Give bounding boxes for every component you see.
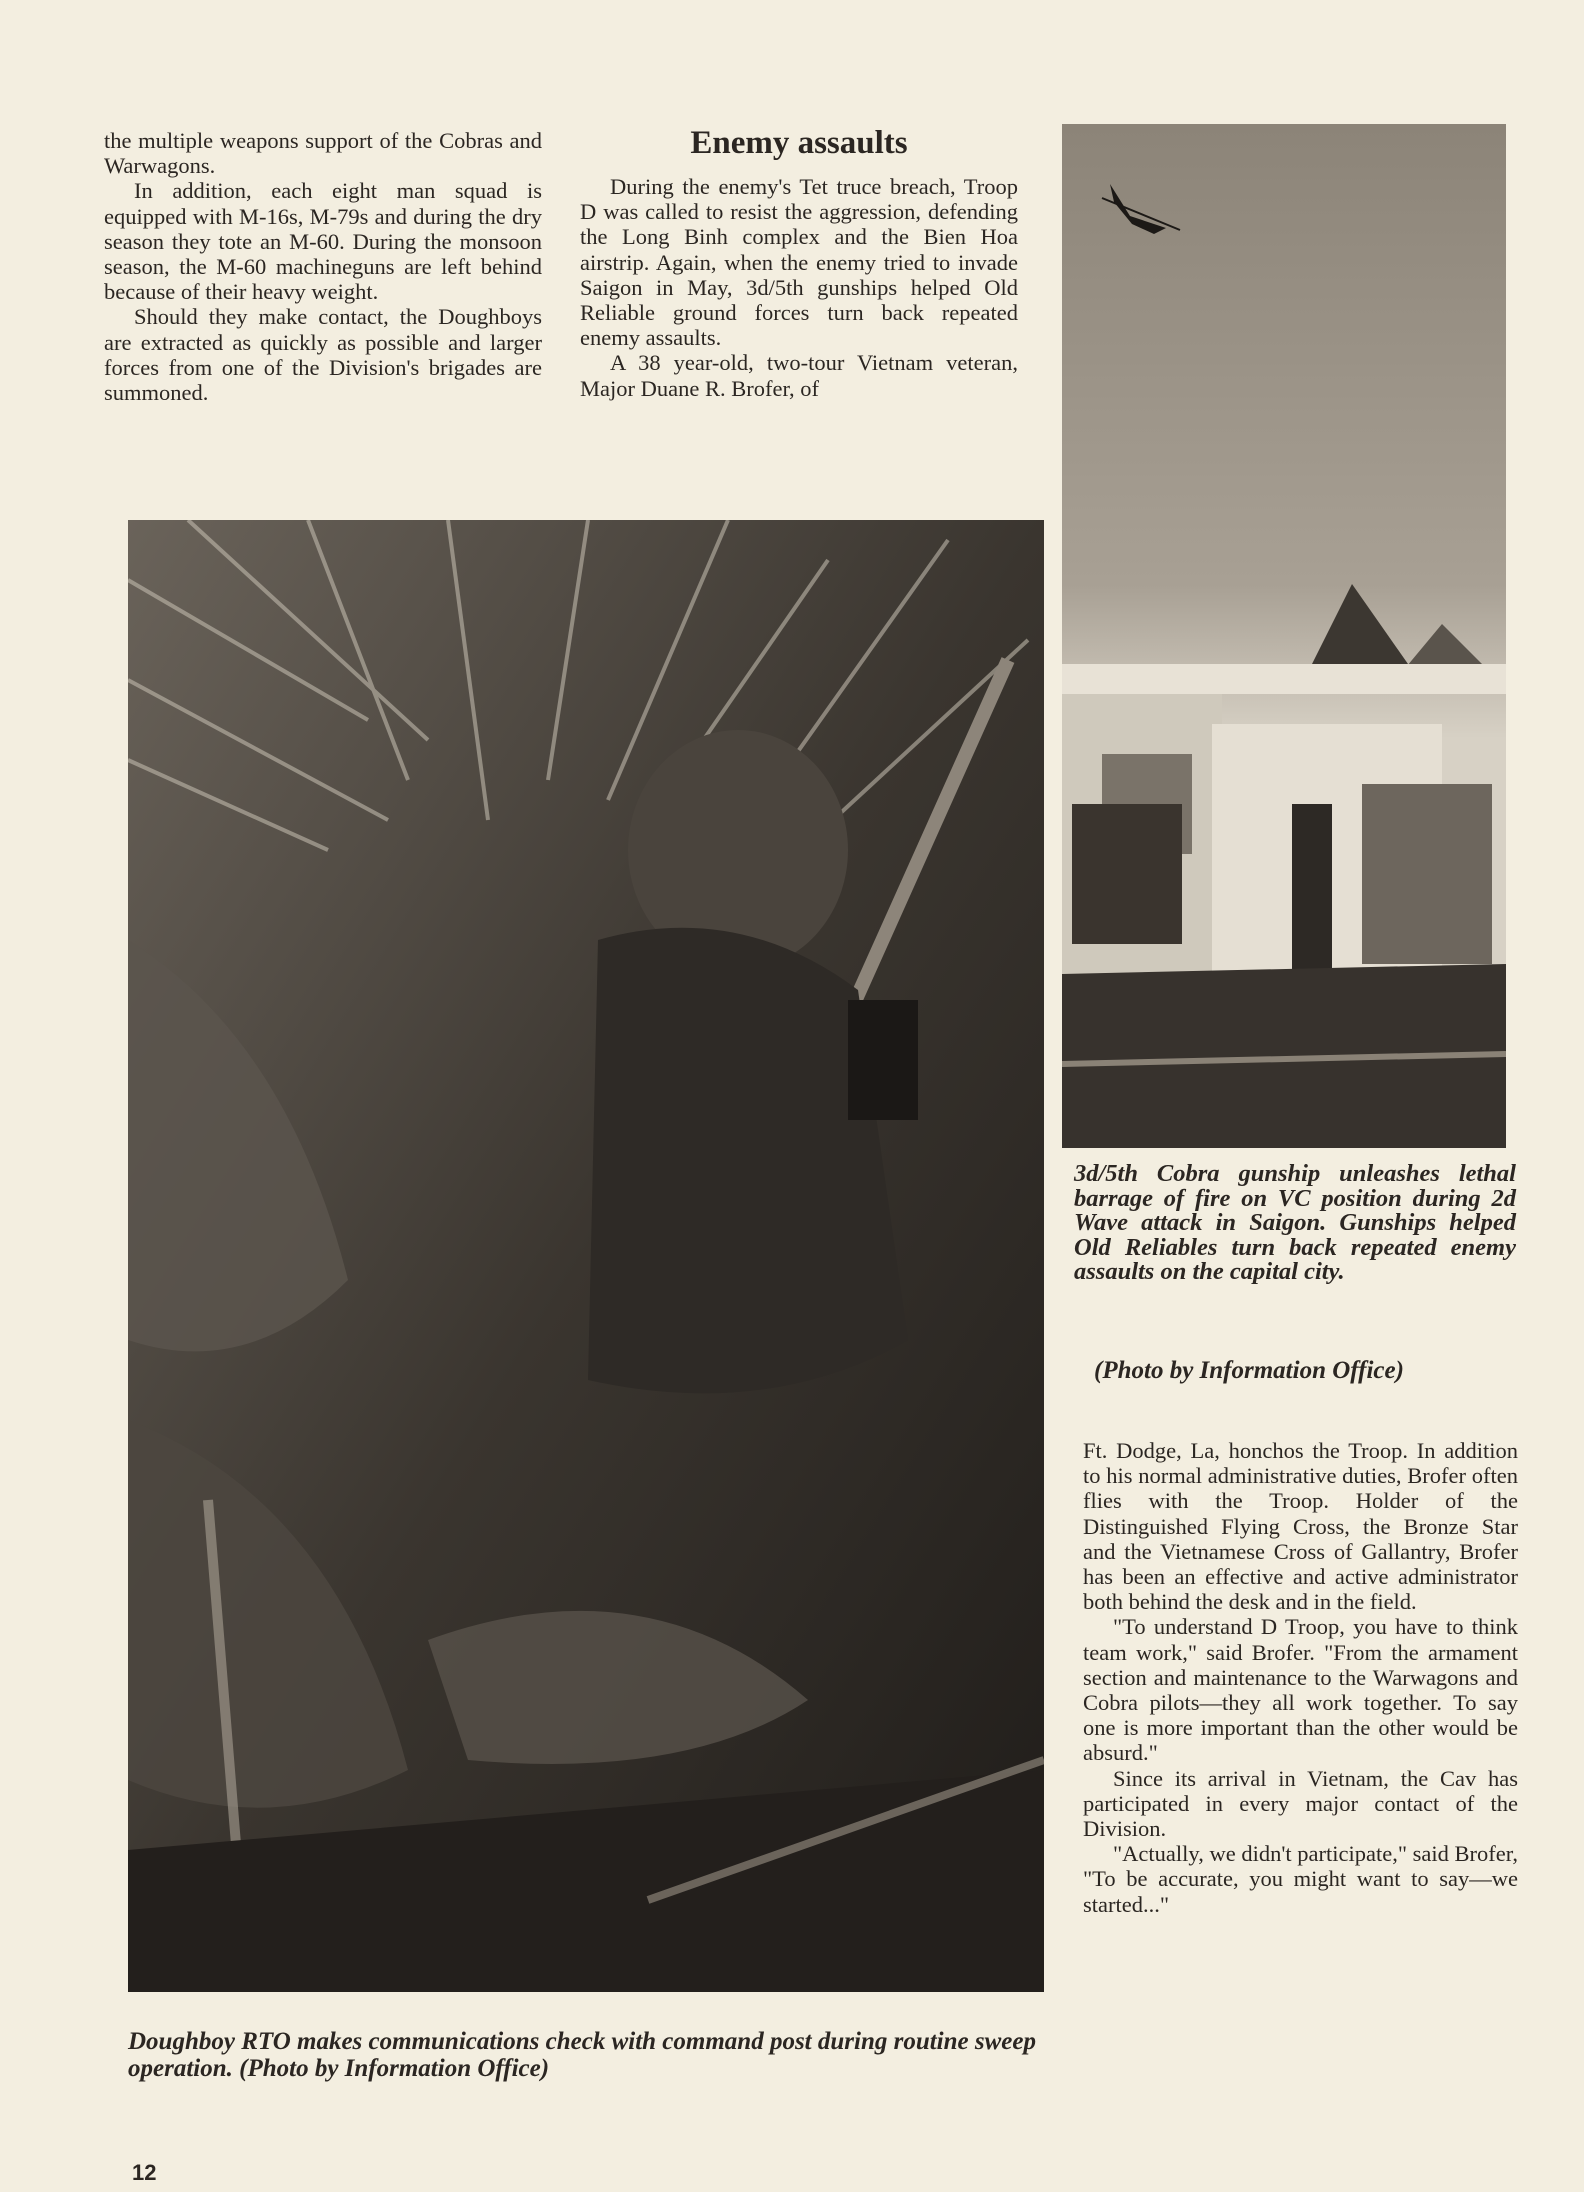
gunship-photo-image — [1062, 124, 1506, 1148]
column-3 — [1083, 1438, 1518, 1917]
col1-paragraph: the multiple weapons support of the Cobras and Warwagons. — [104, 128, 542, 179]
rto-photo-credit: (Photo by Information Office) — [239, 2055, 550, 2082]
col1-paragraph: In addition, each eight man squad is equipped with M-16s, M-79s and during the dry season they tote an M-60. During the monsoon season, the M-60 machineguns are left behind because of their heavy weight. — [104, 178, 542, 305]
col3-paragraph: Since its arrival in Vietnam, the Cav has participated in every major contact of the Division. — [1083, 1765, 1518, 1842]
section-headline: Enemy assaults — [690, 125, 908, 161]
col3-paragraph: "To understand D Troop, you have to think team work," said Brofer. "From the armament section and maintenance to the Warwagons and Cobra pilots—they all work together. To say one is more important than the other would be absurd." — [1083, 1614, 1518, 1766]
page-number: 12 — [132, 2160, 157, 2185]
col3-paragraph: Ft. Dodge, La, honchos the Troop. In addition to his normal administrative duties, Brofer often flies with the Troop. Holder of the Distinguished Flying Cross, the Bronze Star and the Vietnamese Cross of Gallantry, Brofer has been an effective and active administrator both behind the desk and in the field. — [1083, 1438, 1518, 1615]
column-2 — [580, 174, 1018, 401]
col1-paragraph: Should they make contact, the Doughboys are extracted as quickly as possible and larger forces from one of the Division's brigades are summoned. — [104, 304, 542, 406]
gunship-photo — [1062, 124, 1506, 1148]
column-1 — [104, 128, 542, 405]
col3-paragraph: "Actually, we didn't participate," said Brofer, "To be accurate, you might want to say—we started..." — [1083, 1841, 1518, 1917]
col2-paragraph: During the enemy's Tet truce breach, Troop D was called to resist the aggression, defending the Long Binh complex and the Bien Hoa airstrip. Again, when the enemy tried to invade Saigon in May, 3d/5th gunships helped Old Reliable ground forces turn back repeated enemy assaults. — [580, 174, 1018, 351]
gunship-caption-text: 3d/5th Cobra gunship unleashes lethal barrage of fire on VC position during 2d Wave attack in Saigon. Gunships helped Old Reliables turn back repeated enemy assaults on the capital city. — [1074, 1160, 1516, 1285]
rto-photo-image — [128, 520, 1044, 1992]
col2-paragraph: A 38 year-old, two-tour Vietnam veteran, Major Duane R. Brofer, of — [580, 350, 1018, 401]
gunship-photo-credit: (Photo by Information Office) — [1094, 1357, 1404, 1384]
rto-caption — [128, 2028, 1048, 2082]
gunship-caption — [1074, 1162, 1516, 1285]
rto-caption-text: Doughboy RTO makes communications check with command post during routine sweep operation. — [128, 2028, 1036, 2082]
rto-photo — [128, 520, 1044, 1992]
